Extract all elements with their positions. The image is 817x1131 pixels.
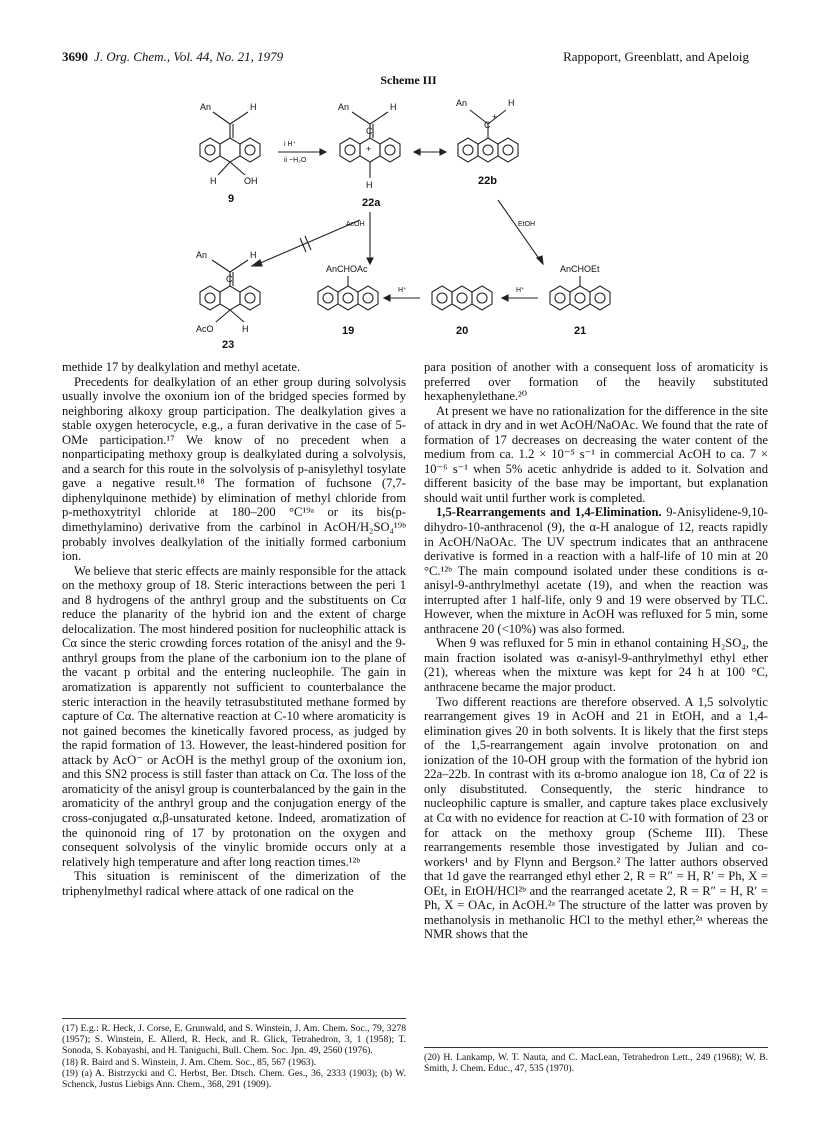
atom-c: C xyxy=(366,126,373,136)
section-paragraph xyxy=(424,505,768,636)
structure-22b xyxy=(456,98,518,187)
atom-h: H xyxy=(250,102,257,112)
running-header-left xyxy=(62,49,283,65)
atom-h: H xyxy=(508,98,515,108)
atom-c: C xyxy=(226,274,233,284)
paragraph: This situation is reminiscent of the dimerization of the triphenylmethyl radical where attack of one radical on the xyxy=(62,869,406,898)
running-header-authors: Rappoport, Greenblatt, and Apeloig xyxy=(563,49,749,64)
atom-an: An xyxy=(196,250,208,260)
atom-an: An xyxy=(200,102,212,112)
compound-label-21: 21 xyxy=(574,325,587,337)
footnote: (20) H. Lankamp, W. T. Nauta, and C. MacLean, Tetrahedron Lett., 249 (1968); W. B. Smith, J. Chem. Educ., 47, 535 (1970). xyxy=(424,1052,768,1075)
journal-citation: J. Org. Chem., Vol. 44, No. 21, 1979 xyxy=(94,49,284,64)
structure-22a xyxy=(338,102,400,209)
structure-9 xyxy=(200,102,260,205)
footnote: (18) R. Baird and S. Winstein, J. Am. Chem. Soc., 85, 567 (1963). xyxy=(62,1056,317,1068)
scheme-iii-diagram xyxy=(0,88,817,356)
atom-h: H xyxy=(250,250,257,260)
substituent-anchoet: AnCHOEt xyxy=(560,264,600,274)
footnote: (19) (a) A. Bistrzycki and C. Herbst, Ber. Dtsch. Chem. Ges., 36, 2333 (1903); (b) W. Schenck, Justus Liebigs Ann. Chem., 368, 291 (1909). xyxy=(62,1067,406,1091)
arrow-step-ii: ii −H₂O xyxy=(284,157,307,164)
atom-an: An xyxy=(456,98,468,108)
body-left-column xyxy=(62,360,406,898)
compound-label-22b: 22b xyxy=(478,175,497,187)
paragraph: Two different reactions are therefore observed. A 1,5 solvolytic rearrangement gives 19 in AcOH and 21 in EtOH, and a 1,4-elimination gives 20 in both solvents. It is likely that the first steps of the 1,5-rearrangement again involve protonation on and ionization of the 10-OH group with the formation of the hybrid ion 22a–22b. In contrast with its α-bromo analogue ion 18, Cα of 22 is only disubstituted. Consequently, the steric hindrance to nucleophilic capture is smaller, and capture takes place exclusively at Cα with no evidence for reaction at C-10 with formation of 23 or for attack on the methoxy group (Scheme III). These rearrangements resemble those investigated by Julian and co-workers¹ and by Flynn and Bergson.² The latter authors observed that 1d gave the rearranged ethyl ether 2, R = R″ = H, R′ = Ph, X = OEt, in EtOH/HCl²ᵇ and the rearranged acetate 2, R = R″ = H, R′ = Ph, X = OAc, in AcOH.²ᵃ The structure of the latter was proven by methanolysis in methanolic HCl to the methyl ether,²ᵃ whereas the NMR shows that the xyxy=(424,694,768,942)
scheme-title: Scheme III xyxy=(380,73,437,87)
footnotes-left xyxy=(62,1018,406,1090)
paragraph: methide 17 by dealkylation and methyl acetate. xyxy=(62,360,301,374)
footnotes-right xyxy=(424,1047,768,1074)
structure-21 xyxy=(550,264,610,337)
footnote: (17) E.g.: R. Heck, J. Corse, E. Grunwald, and S. Winstein, J. Am. Chem. Soc., 79, 3278 (1957); S. Winstein, E. Allerd, R. Heck, and R. Glick, Tetrahedron, 3, 1 (1958); T. Sonoda, S. Kobayashi, and H. Taniguchi, Bull. Chem. Soc. Jpn. 49, 2560 (1976). xyxy=(62,1023,406,1057)
atom-h: H xyxy=(242,324,249,334)
compound-label-9: 9 xyxy=(228,193,235,205)
paragraph: para position of another with a consequent loss of aromaticity is preferred over formation of the heavily substituted hexaphenylethane.²⁰ xyxy=(424,360,768,404)
arrow-step-i: i H⁺ xyxy=(284,141,297,148)
paragraph: Precedents for dealkylation of an ether group during solvolysis usually involve the oxonium ion of the bridged species formed by neighboring alkoxy group participation. The dealkylation gives a stable oxygen heterocycle, e.g., a furan derivative in the case of 5-OMe participation.¹⁷ We know of no precedent when a nonparticipating methoxy group is dealkylated during a solvolysis, and a search for this route in the solvolysis of p-anisylethyl tosylate gave a negative result.¹⁸ The formation of fuchsone (7,7-diphenylquinone methide) by elimination of methyl chloride from p-methoxytrityl chloride at 180–200 °C¹⁹ᵃ or its bis(p-dimethylamino) derivative from the carbinol in AcOH/H₂SO₄¹⁹ᵇ probably involves dealkylation of the initially formed carbonium ion. xyxy=(62,374,406,564)
compound-label-23: 23 xyxy=(222,339,235,351)
paragraph: We believe that steric effects are mainly responsible for the attack on the methoxy group of 18. Steric interactions between the peri 1 and 8 hydrogens of the anthryl group and the substituents on Cα reduce the planarity of the hybrid ion and the extent of charge delocalization. The most hindered position for nucleophilic attack is Cα since the steric crowding forces rotation of the anisyl and the 9-anthryl groups from the plane of the carbonium ion to the plane of the vacant p orbital and the entering nucleophile. The gain in aromatization is apparently not sufficient to counterbalance the steric interaction in the heavily tetrasubstituted methane formed by capture of Cα. The alternative reaction at C-10 where aromaticity is not gained becomes the kinetically favored process, as judged by the rapid formation of 13. However, the least-hindered position for attack by AcO⁻ or AcOH is the methyl group of the oxonium ion, and this SN2 process is still faster than attack on Cα. The loss of the aromaticity of the anisyl group is counterbalanced by the gain in the aromaticity of the anthryl group and the conjugation energy of the cross-conjugated α,β-unsaturated ketone. Indeed, aromatization of the quinonoid ring of 17 by protonation on the oxygen and consequent solvolysis of the vinylic bromide occurs only at a relatively high temperature and after long reaction times.¹²ᵇ xyxy=(62,563,406,869)
arrow-etoh: EtOH xyxy=(518,221,536,228)
atom-c: C xyxy=(484,120,491,130)
compound-label-19: 19 xyxy=(342,325,355,337)
paragraph: When 9 was refluxed for 5 min in ethanol containing H₂SO₄, the main fraction isolated was α-anisyl-9-anthrylmethyl ethyl ether (21), whereas when the mixture was kept for 24 h at 100 °C, anthracene became the major product. xyxy=(424,636,768,695)
charge-plus: + xyxy=(492,112,498,122)
structure-23 xyxy=(196,250,260,351)
atom-aco: AcO xyxy=(196,324,214,334)
section-heading: 1,5-Rearrangements and 1,4-Elimination. xyxy=(436,505,662,520)
substituent-anchoac: AnCHOAc xyxy=(326,264,368,274)
arrow-acoh: AcOH xyxy=(346,221,365,228)
arrow-hplus-right: H⁺ xyxy=(516,287,525,294)
structure-20 xyxy=(432,286,492,337)
atom-h: H xyxy=(366,180,373,190)
page-number: 3690 xyxy=(62,49,88,64)
charge-plus: + xyxy=(366,144,372,154)
atom-an: An xyxy=(338,102,350,112)
atom-oh: OH xyxy=(244,176,258,186)
structure-19 xyxy=(318,264,378,337)
section-body: 9-Anisylidene-9,10-dihydro-10-anthracenol (9), the α-H analogue of 12, reacts rapidly in AcOH/NaOAc. The UV spectrum indicates that an anthracene derivative is formed in a reaction with a half-life of 10 min at 20 °C.¹²ᵇ The main compound isolated under these conditions is α-anisyl-9-anthrylmethyl acetate (19), and when the reaction was interrupted after 1 half-life, only 9 and 19 were observed by TLC. However, when the mixture in AcOH was refluxed for 5 min, some anthracene 20 (<10%) was also formed. xyxy=(424,505,768,636)
compound-label-20: 20 xyxy=(456,325,469,337)
body-right-column xyxy=(424,360,768,942)
arrow-hplus-left: H⁺ xyxy=(398,287,407,294)
paragraph: At present we have no rationalization for the difference in the site of attack in dry and in wet AcOH/NaOAc. We found that the rate of formation of 17 decreases on decreasing the water content of the medium from ca. 1.2 × 10⁻⁵ s⁻¹ in commercial AcOH to ca. 7 × 10⁻⁶ s⁻¹ when 5% acetic anhydride is added to it. Solvation and different basicity of the base may be important, but explanation should wait until further work is completed. xyxy=(424,403,768,505)
atom-h: H xyxy=(210,176,217,186)
compound-label-22a: 22a xyxy=(362,197,381,209)
atom-h: H xyxy=(390,102,397,112)
